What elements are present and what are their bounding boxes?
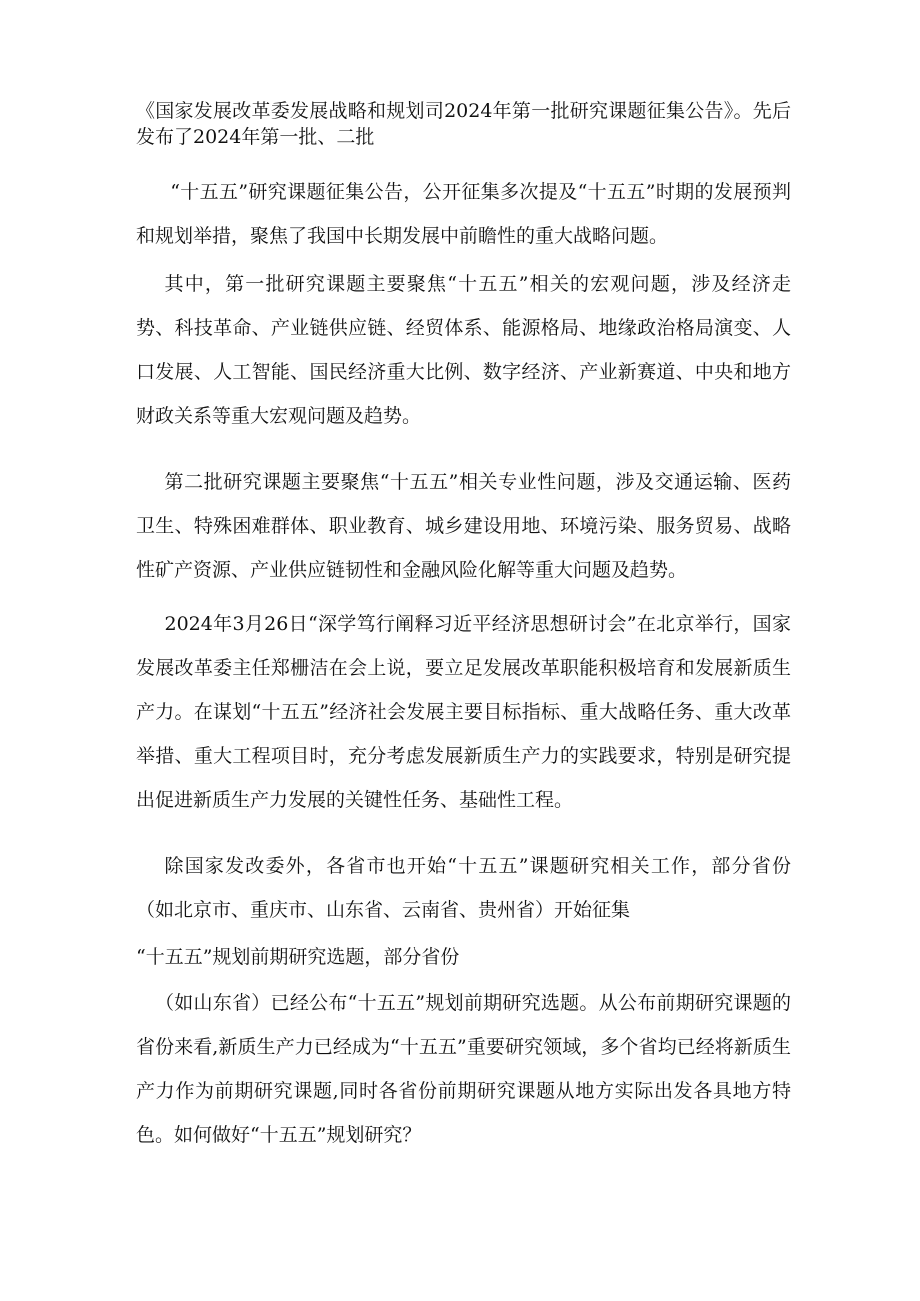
paragraph-5: 2024年3月26日“深学笃行阐释习近平经济思想研讨会”在北京举行，国家发展改革委主任郑栅洁在会上说，要立足发展改革职能积极培育和发展新质生产力。在谋划“十五五”经济社会发展主要目标指标、重大战略任务、重大改革举措、重大工程项目时，充分考虑发展新质生产力的实践要求，特别是研究提出促进新质生产力发展的关键性任务、基础性工程。 — [136, 613, 791, 811]
paragraph-4: 第二批研究课题主要聚焦“十五五”相关专业性问题，涉及交通运输、医药卫生、特殊困难群体、职业教育、城乡建设用地、环境污染、服务贸易、战略性矿产资源、产业供应链韧性和金融风险化解等重大问题及趋势。 — [136, 471, 791, 581]
paragraph-6: 除国家发改委外，各省市也开始“十五五”课题研究相关工作，部分省份（如北京市、重庆市、山东省、云南省、贵州省）开始征集 — [136, 855, 791, 921]
paragraph-1: 《国家发展改革委发展战略和规划司2024年第一批研究课题征集公告》。先后发布了2024年第一批、二批 — [136, 100, 791, 148]
paragraph-2: “十五五”研究课题征集公告，公开征集多次提及“十五五”时期的发展预判和规划举措，聚焦了我国中长期发展中前瞻性的重大战略问题。 — [136, 181, 791, 247]
paragraph-8: （如山东省）已经公布“十五五”规划前期研究选题。从公布前期研究课题的省份来看,新质生产力已经成为“十五五”重要研究领域，多个省均已经将新质生产力作为前期研究课题,同时各省份前期研究课题从地方实际出发各具地方特色。如何做好“十五五”规划研究？ — [136, 992, 791, 1146]
paragraph-7: “十五五”规划前期研究选题，部分省份 — [136, 946, 460, 968]
paragraph-3: 其中，第一批研究课题主要聚焦“十五五”相关的宏观问题，涉及经济走势、科技革命、产业链供应链、经贸体系、能源格局、地缘政治格局演变、人口发展、人工智能、国民经济重大比例、数字经济、产业新赛道、中央和地方财政关系等重大宏观问题及趋势。 — [136, 273, 791, 427]
